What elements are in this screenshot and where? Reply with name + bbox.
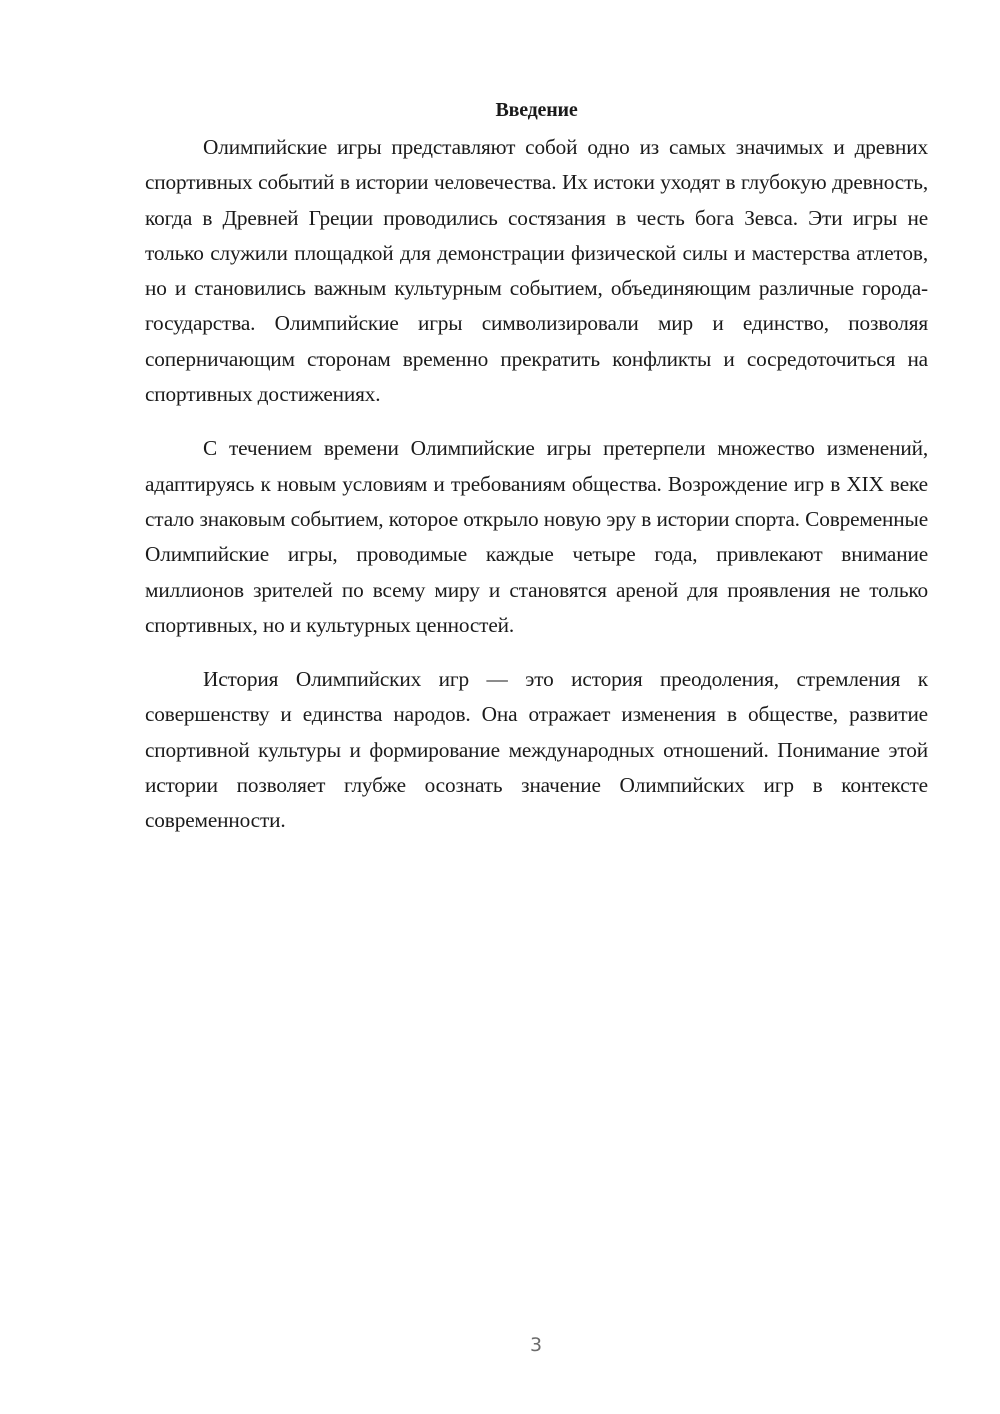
paragraph-2: С течением времени Олимпийские игры претерпели множество изменений, адаптируясь к новым условиям и требованиям общества. Возрождение игр в XIX веке стало знаковым событием, которое открыло новую эру в истории спорта. Современные Олимпийские игры, проводимые каждые четыре года, привлекают внимание миллионов зрителей по всему миру и становятся ареной для проявления не только спортивных, но и культурных ценностей. — [145, 436, 928, 637]
page-number: 3 — [529, 1334, 543, 1356]
section-heading: Введение — [495, 99, 578, 121]
paragraph-1: Олимпийские игры представляют собой одно из самых значимых и древних спортивных событий в истории человечества. Их истоки уходят в глубокую древность, когда в Древней Греции проводились состязания в честь бога Зевса. Эти игры не только служили площадкой для демонстрации физической силы и мастерства атлетов, но и становились важным культурным событием, объединяющим различные города-государства. Олимпийские игры символизировали мир и единство, позволяя соперничающим сторонам временно прекратить конфликты и сосредоточиться на спортивных достижениях. — [145, 135, 928, 407]
page-content — [145, 92, 928, 858]
paragraph-3: История Олимпийских игр — это история преодоления, стремления к совершенству и единства народов. Она отражает изменения в обществе, развитие спортивной культуры и формирование международных отношений. Понимание этой истории позволяет глубже осознать значение Олимпийских игр в контексте современности. — [145, 667, 928, 833]
